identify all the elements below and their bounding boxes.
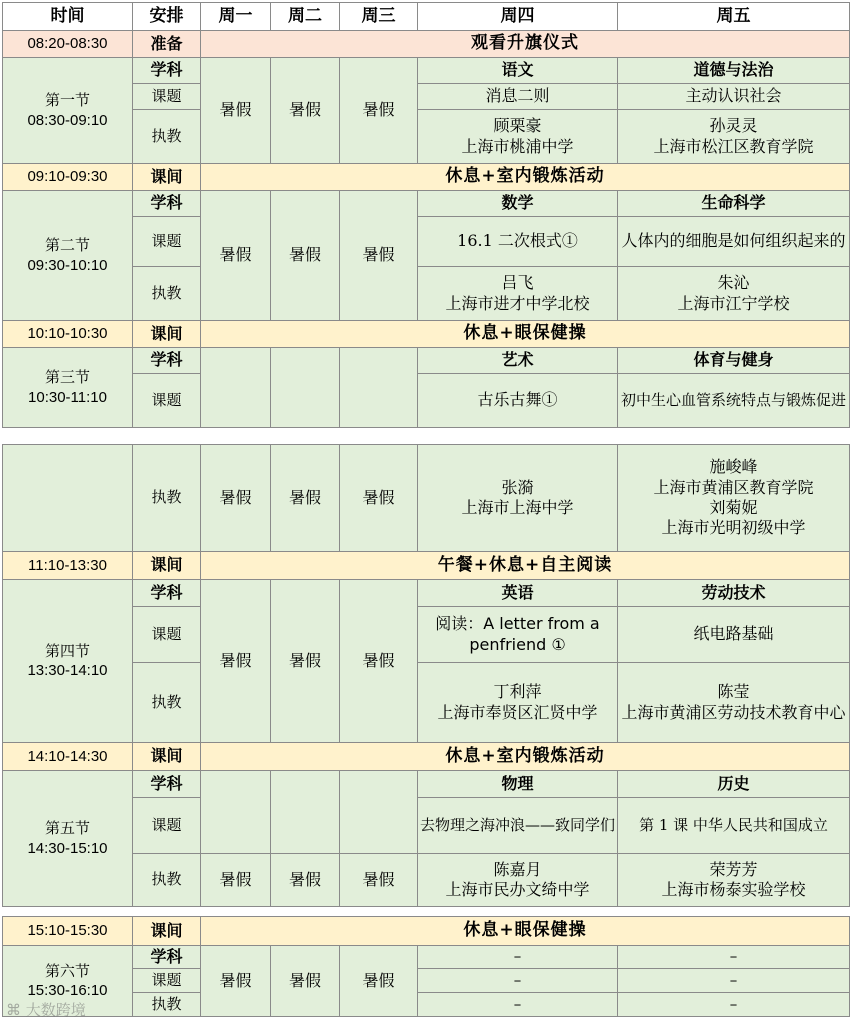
prep-time: 08:20-08:30: [3, 31, 133, 58]
p3-topic-label: 课题: [133, 374, 201, 428]
p4-fri-topic: 纸电路基础: [618, 607, 850, 663]
p1-thu-school: 上海市桃浦中学: [461, 136, 574, 156]
watermark-logo-icon: ⌘: [6, 1001, 21, 1019]
p1-tue: 暑假: [271, 58, 340, 164]
p5-fri-teacher-cell: [618, 854, 850, 907]
p6-subject-label: 学科: [133, 946, 201, 969]
p2-thu-teacher-cell: [418, 267, 618, 321]
p4-subject-label: 学科: [133, 580, 201, 607]
p4-fri-subject: 劳动技术: [618, 580, 850, 607]
p2-fri-teacher-cell: [618, 267, 850, 321]
break2-activity: 休息+眼保健操: [201, 321, 850, 348]
p1-thu-teacher: 顾栗豪: [493, 116, 542, 136]
p4-teacher-label: 执教: [133, 663, 201, 743]
p6-fri-subject: –: [618, 946, 850, 969]
p4-wed: 暑假: [340, 580, 418, 743]
p2-tue: 暑假: [271, 191, 340, 321]
p3-thu-school: 上海市上海中学: [461, 498, 574, 517]
p1-subject-label: 学科: [133, 58, 201, 84]
p6-mon: 暑假: [201, 946, 271, 1017]
break4-activity: 休息+室内锻炼活动: [201, 743, 850, 771]
p2-fri-subject: 生命科学: [618, 191, 850, 217]
p6-fri-teacher: –: [618, 993, 850, 1017]
p4-thu-teacher: 丁利萍: [493, 682, 542, 702]
p3-tue: 暑假: [271, 445, 340, 552]
p3-thu-topic: 古乐古舞①: [418, 374, 618, 428]
p1-thu-topic: 消息二则: [418, 84, 618, 110]
p5-thu-school: 上海市民办文绮中学: [445, 880, 590, 899]
p5-fri-subject: 历史: [618, 771, 850, 798]
p3-teacher-row: [3, 445, 850, 552]
p4-fri-teacher-cell: [618, 663, 850, 743]
p3-fri-teacher1: 施峻峰: [709, 457, 758, 477]
p2-subject-row: [3, 191, 850, 217]
p1-subject-row: [3, 58, 850, 84]
p6-name: 第六节: [44, 961, 90, 980]
prep-activity: 观看升旗仪式: [201, 31, 850, 58]
break4-time: 14:10-14:30: [3, 743, 133, 771]
break1-activity: 休息+室内锻炼活动: [201, 164, 850, 191]
schedule-table-page3: [2, 916, 850, 1017]
p6-thu-teacher: –: [418, 993, 618, 1017]
p2-subject-label: 学科: [133, 191, 201, 217]
p3-period-cont: [3, 445, 133, 552]
break2-row: [3, 321, 850, 348]
p3-subject-label: 学科: [133, 348, 201, 374]
break4-label: 课间: [133, 743, 201, 771]
p3-fri-school1: 上海市黄浦区教育学院: [653, 477, 814, 497]
p3-mon: 暑假: [201, 445, 271, 552]
p2-topic-label: 课题: [133, 217, 201, 267]
p3-teacher-label: 执教: [133, 445, 201, 552]
p5-name: 第五节: [44, 819, 90, 838]
p3-mon-empty: [201, 348, 271, 428]
break2-time: 10:10-10:30: [3, 321, 133, 348]
p1-fri-school: 上海市松江区教育学院: [653, 136, 814, 156]
p6-thu-topic: –: [418, 969, 618, 993]
p2-thu-school: 上海市进才中学北校: [445, 293, 590, 313]
prep-row: [3, 31, 850, 58]
break1-time: 09:10-09:30: [3, 164, 133, 191]
schedule-table-page1: [2, 2, 850, 428]
p3-period-cell: [3, 348, 133, 428]
break2-label: 课间: [133, 321, 201, 348]
prep-label: 准备: [133, 31, 201, 58]
p3-fri-school2: 上海市光明初级中学: [661, 518, 806, 538]
p4-name: 第四节: [44, 641, 90, 660]
p4-tue: 暑假: [271, 580, 340, 743]
break1-label: 课间: [133, 164, 201, 191]
break3-activity: 午餐+休息+自主阅读: [201, 552, 850, 580]
p4-thu-teacher-cell: [418, 663, 618, 743]
break3-label: 课间: [133, 552, 201, 580]
p4-fri-school: 上海市黄浦区劳动技术教育中心: [621, 702, 846, 722]
p1-thu-subject: 语文: [418, 58, 618, 84]
p5-tue: 暑假: [271, 854, 340, 907]
p5-thu-teacher: 陈嘉月: [493, 859, 542, 879]
p2-thu-teacher: 吕飞: [501, 273, 534, 293]
p2-fri-school: 上海市江宁学校: [677, 293, 790, 313]
p4-period-cell: [3, 580, 133, 743]
header-time: 时间: [3, 3, 133, 31]
p3-tue-empty: [271, 348, 340, 428]
watermark: [6, 999, 86, 1020]
p1-fri-topic: 主动认识社会: [618, 84, 850, 110]
p1-thu-teacher-cell: [418, 110, 618, 164]
watermark-text: 大数跨境: [25, 1001, 86, 1019]
p3-fri-topic: 初中生心血管系统特点与锻炼促进: [618, 374, 850, 428]
p3-thu-subject: 艺术: [418, 348, 618, 374]
p2-fri-topic: 人体内的细胞是如何组织起来的: [618, 217, 850, 267]
p5-wed: 暑假: [340, 854, 418, 907]
p2-thu-topic: 16.1 二次根式①: [418, 217, 618, 267]
break4-row: [3, 743, 850, 771]
p4-fri-teacher: 陈莹: [717, 682, 750, 702]
p4-thu-topic: 阅读：A letter from a penfriend ①: [418, 607, 618, 663]
p5-period-cell: [3, 771, 133, 907]
p5-wed-empty: [340, 771, 418, 854]
header-tue: 周二: [271, 3, 340, 31]
p1-fri-teacher-cell: [618, 110, 850, 164]
p3-wed-empty: [340, 348, 418, 428]
break5-row: [3, 917, 850, 946]
p5-thu-subject: 物理: [418, 771, 618, 798]
p6-tue: 暑假: [271, 946, 340, 1017]
p5-fri-school: 上海市杨泰实验学校: [661, 880, 806, 899]
p3-time: 10:30-11:10: [28, 388, 107, 406]
p5-thu-teacher-cell: [418, 854, 618, 907]
header-arrangement: 安排: [133, 3, 201, 31]
p4-thu-subject: 英语: [418, 580, 618, 607]
p5-mon-empty: [201, 771, 271, 854]
p3-fri-subject: 体育与健身: [618, 348, 850, 374]
p5-tue-empty: [271, 771, 340, 854]
p5-mon: 暑假: [201, 854, 271, 907]
p3-thu-teacher: 张漪: [501, 477, 534, 497]
header-mon: 周一: [201, 3, 271, 31]
p1-time: 08:30-09:10: [27, 111, 108, 129]
break1-row: [3, 164, 850, 191]
p6-topic-label: 课题: [133, 969, 201, 993]
p3-thu-teacher-cell: [418, 445, 618, 552]
p2-time: 09:30-10:10: [27, 256, 108, 274]
p6-wed: 暑假: [340, 946, 418, 1017]
p4-subject-row: [3, 580, 850, 607]
p1-teacher-label: 执教: [133, 110, 201, 164]
p5-teacher-label: 执教: [133, 854, 201, 907]
p5-subject-label: 学科: [133, 771, 201, 798]
p2-thu-subject: 数学: [418, 191, 618, 217]
p2-fri-teacher: 朱沁: [717, 273, 750, 293]
p1-fri-teacher: 孙灵灵: [709, 116, 758, 136]
break5-activity: 休息+眼保健操: [201, 917, 850, 946]
header-fri: 周五: [618, 3, 850, 31]
p5-topic-label: 课题: [133, 798, 201, 854]
p6-time: 15:30-16:10: [27, 982, 108, 999]
header-row: [3, 3, 850, 31]
p5-subject-row: [3, 771, 850, 798]
p3-fri-teacher-cell: [618, 445, 850, 552]
p2-mon: 暑假: [201, 191, 271, 321]
p3-fri-teacher2: 刘菊妮: [709, 498, 758, 517]
break5-label: 课间: [133, 917, 201, 946]
p1-mon: 暑假: [201, 58, 271, 164]
p2-period-cell: [3, 191, 133, 321]
p6-subject-row: [3, 946, 850, 969]
p5-thu-topic: 去物理之海冲浪——致同学们: [418, 798, 618, 854]
p1-fri-subject: 道德与法治: [618, 58, 850, 84]
p6-thu-subject: –: [418, 946, 618, 969]
p5-time: 14:30-15:10: [27, 839, 108, 857]
p3-subject-row: [3, 348, 850, 374]
p6-fri-topic: –: [618, 969, 850, 993]
p1-wed: 暑假: [340, 58, 418, 164]
p2-name: 第二节: [44, 236, 90, 255]
break5-time: 15:10-15:30: [3, 917, 133, 946]
p3-name: 第三节: [44, 368, 90, 387]
p4-topic-label: 课题: [133, 607, 201, 663]
header-wed: 周三: [340, 3, 418, 31]
schedule-table-page2: [2, 444, 850, 907]
p4-time: 13:30-14:10: [27, 662, 108, 679]
break3-row: [3, 552, 850, 580]
p6-teacher-label: 执教: [133, 993, 201, 1017]
p2-teacher-label: 执教: [133, 267, 201, 321]
p2-wed: 暑假: [340, 191, 418, 321]
p3-wed: 暑假: [340, 445, 418, 552]
p4-thu-school: 上海市奉贤区汇贤中学: [437, 702, 598, 722]
p5-fri-teacher: 荣芳芳: [709, 859, 758, 879]
break3-time: 11:10-13:30: [3, 552, 133, 580]
p1-topic-label: 课题: [133, 84, 201, 110]
p4-mon: 暑假: [201, 580, 271, 743]
p1-name: 第一节: [44, 91, 90, 110]
p1-period-cell: [3, 58, 133, 164]
header-thu: 周四: [418, 3, 618, 31]
p5-fri-topic: 第 1 课 中华人民共和国成立: [618, 798, 850, 854]
